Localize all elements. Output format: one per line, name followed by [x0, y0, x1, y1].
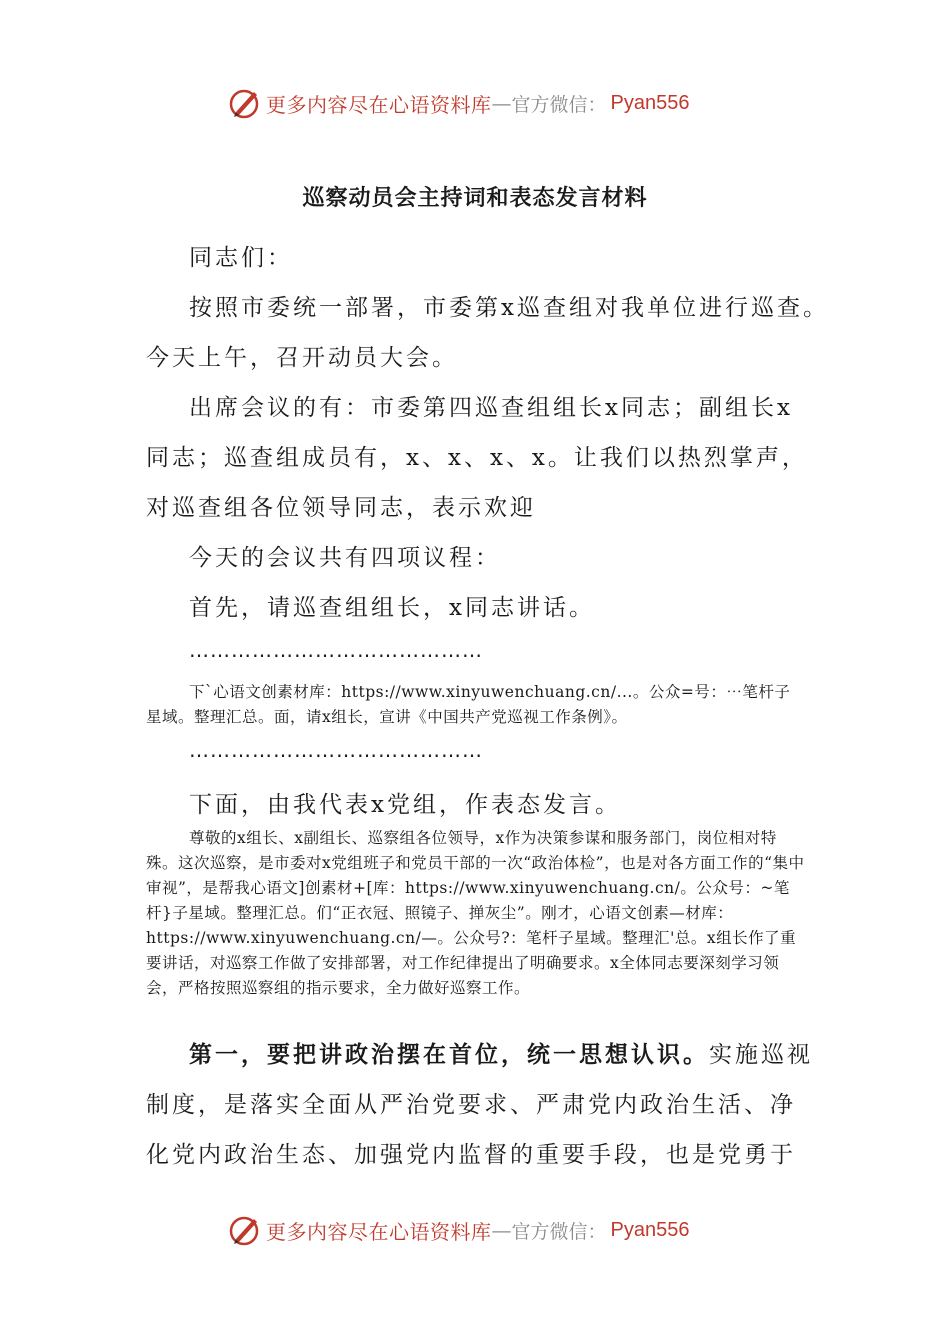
pen-logo-icon [228, 86, 262, 120]
header-banner [228, 83, 728, 123]
banner-text: 更多内容尽在心语资料库 [266, 1219, 492, 1244]
paragraph-6-line-3: 化党内政治生态、加强党内监督的重要手段，也是党勇于 [146, 1142, 796, 1168]
paragraph-6-heading: 第一，要把讲政治摆在首位，统一思想认识。 [189, 1042, 709, 1068]
greeting: 同志们： [189, 245, 293, 271]
paragraph-5: 下面，由我代表x党组，作表态发言。 [189, 792, 621, 818]
paragraph-2-line-3: 对巡查组各位领导同志，表示欢迎 [146, 495, 536, 521]
paragraph-3: 今天的会议共有四项议程： [189, 545, 501, 571]
banner-separator: — [491, 1218, 512, 1242]
pen-logo-icon [228, 1213, 262, 1247]
paragraph-6-line-1-rest: 实施巡视 [709, 1042, 813, 1068]
paragraph-2-line-2: 同志；巡查组成员有，x、x、x、x。让我们以热烈掌声， [146, 445, 808, 471]
banner-text: 更多内容尽在心语资料库 [266, 92, 492, 117]
paragraph-6-line-1 [189, 1030, 869, 1080]
ellipsis-divider-1: …………………………………… [189, 638, 483, 662]
small-paragraph-2-text: 尊敬的x组长、x副组长、巡察组各位领导，x作为决策参谋和服务部门，岗位相对特殊。这次巡察，是市委对x党组班子和党员干部的一次“政治体检”，也是对各方面工作的“集中审视”，是帮我心语文]创素材+[库：https://www.xinyuwenchuang.cn/。公众号：~笔杆}子星域。整理汇总。们“正衣冠、照镜子、掸灰尘”。刚才，心语文创素—材库：https://www.xinyuwenchuang.cn/—。公众号?：笔杆子星域。整理汇'总。x组长作了重要讲话，对巡察工作做了安排部署，对工作纪律提出了明确要求。x全体同志要深刻学习领会，严格按照巡察组的指示要求，全力做好巡察工作。 [146, 829, 805, 997]
banner-label: 官方微信： [511, 1220, 607, 1243]
banner-wechat-id: Pyan556 [610, 91, 690, 114]
document-title: 巡察动员会主持词和表态发言材料 [302, 186, 648, 211]
banner-label: 官方微信： [511, 93, 607, 116]
footer-banner [228, 1210, 728, 1250]
small-paragraph-1 [146, 680, 806, 730]
banner-separator: — [491, 91, 512, 115]
banner-wechat-id: Pyan556 [610, 1218, 690, 1241]
small-paragraph-1-text: 下`心语文创素材库：https://www.xinyuwenchuang.cn/...。公众=号：⋯笔杆子星域。整理汇总。面，请x组长，宣讲《中国共产党巡视工作条例》。 [146, 683, 791, 726]
small-paragraph-2 [146, 826, 806, 1001]
paragraph-2-line-1: 出席会议的有：市委第四巡查组组长x同志；副组长x [189, 395, 793, 421]
paragraph-6-line-2: 制度，是落实全面从严治党要求、严肃党内政治生活、净 [146, 1092, 796, 1118]
ellipsis-divider-2: …………………………………… [189, 738, 483, 762]
paragraph-1-line-2: 今天上午，召开动员大会。 [146, 345, 458, 371]
paragraph-1-line-1: 按照市委统一部署，市委第x巡查组对我单位进行巡查。 [189, 295, 829, 321]
paragraph-4: 首先，请巡查组组长，x同志讲话。 [189, 595, 595, 621]
